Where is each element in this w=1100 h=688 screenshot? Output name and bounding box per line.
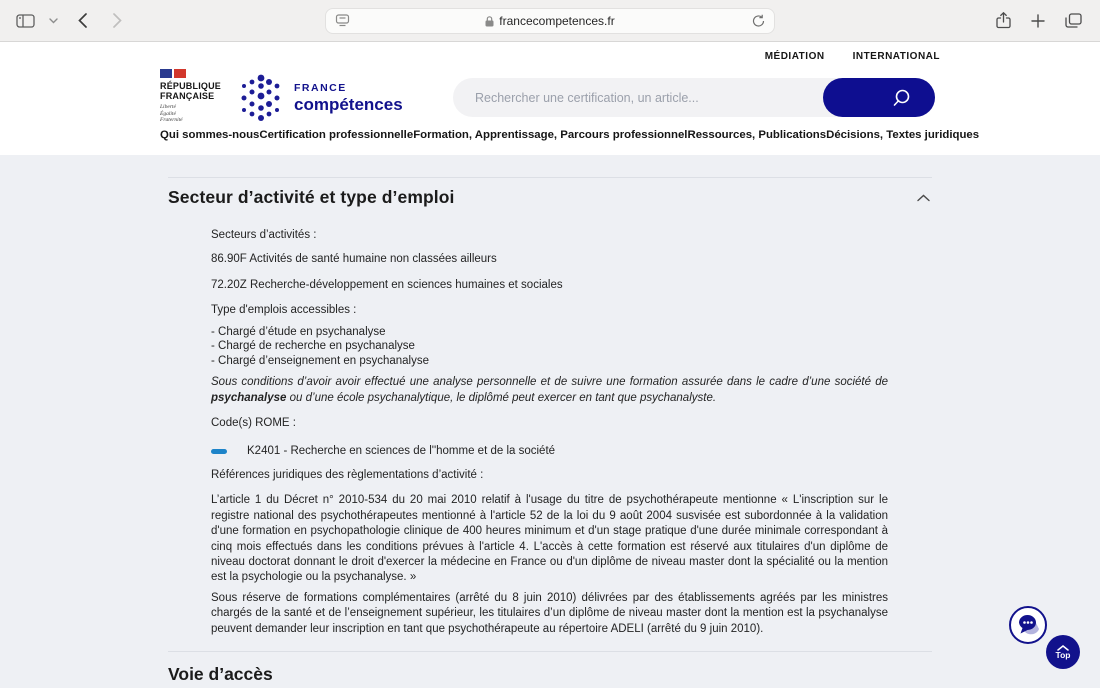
- naf-code-1: 86.90F Activités de santé humaine non classées ailleurs: [211, 253, 497, 266]
- fc-logo-line1: FRANCE: [294, 81, 347, 94]
- type-emplois-label: Type d'emplois accessibles :: [211, 304, 357, 317]
- top-button-label: Top: [1055, 649, 1071, 660]
- nav-item-qui-sommes-nous[interactable]: Qui sommes-nous: [160, 128, 260, 141]
- search-icon: [891, 88, 911, 108]
- secteurs-label: Secteurs d’activités :: [211, 229, 317, 241]
- fc-dots-icon: [238, 73, 284, 123]
- forward-button-icon: [113, 13, 122, 28]
- french-flag-icon: [160, 69, 218, 78]
- tab-overview-icon[interactable]: [1065, 13, 1082, 28]
- reload-icon[interactable]: [752, 14, 765, 28]
- section-top-divider: [168, 177, 932, 178]
- nav-item-ressources-publications[interactable]: Ressources, Publications: [687, 128, 827, 141]
- rome-code-text: K2401 - Recherche en sciences de l''homme et de la société: [247, 444, 556, 457]
- chevron-up-icon: [917, 194, 930, 202]
- rome-code-item: [211, 444, 888, 459]
- naf-code-2: 72.20Z Recherche-développement en sciences humaines et sociales: [211, 278, 563, 291]
- search-button[interactable]: [823, 78, 935, 117]
- scroll-to-top-button[interactable]: [1046, 635, 1080, 669]
- chat-bubble-icon: [1015, 612, 1041, 638]
- lock-icon: [485, 16, 494, 27]
- chat-button[interactable]: [1009, 606, 1047, 644]
- main-nav: [160, 128, 980, 141]
- france-competences-logo[interactable]: [238, 73, 403, 123]
- sidebar-chevron-down-icon[interactable]: [49, 18, 58, 24]
- site-header: [0, 42, 1100, 155]
- secondary-nav: [765, 51, 940, 62]
- url-text: francecompetences.fr: [499, 14, 615, 28]
- rf-motto-line2: Égalité: [160, 110, 176, 117]
- nav-link-international[interactable]: INTERNATIONAL: [852, 51, 940, 62]
- rf-name-line2: FRANÇAISE: [160, 91, 215, 101]
- nav-item-formation-apprentissage[interactable]: Formation, Apprentissage, Parcours professionnel: [413, 128, 688, 141]
- sidebar-toggle-icon[interactable]: [16, 14, 35, 28]
- section-collapse-button[interactable]: [915, 192, 932, 204]
- back-button-icon[interactable]: [78, 13, 87, 28]
- conditions-note: Sous conditions d’avoir avoir effectué une analyse personnelle et de suivre une formation assurée dans le cadre d’une société de psychanalyse ou d’une école psychanalytique, le diplômé peut exercer en tant que psychanalyste.: [211, 376, 888, 404]
- fc-logo-line2: compétences: [294, 94, 403, 114]
- site-settings-icon[interactable]: [335, 14, 350, 27]
- nav-item-certification-professionnelle[interactable]: Certification professionnelle: [259, 128, 414, 141]
- next-section-title: Voie d’accès: [168, 664, 273, 685]
- nav-item-decisions-textes-juridiques[interactable]: Décisions, Textes juridiques: [826, 128, 980, 141]
- share-icon[interactable]: [996, 12, 1011, 29]
- rf-motto-line3: Fraternité: [160, 117, 183, 123]
- dash-bullet-icon: [211, 449, 227, 454]
- job-item: - Chargé d’étude en psychanalyse: [211, 325, 386, 338]
- rf-motto-line1: Liberté: [160, 104, 176, 110]
- job-item: - Chargé d’enseignement en psychanalyse: [211, 354, 429, 367]
- search-bar: [453, 78, 935, 117]
- search-input[interactable]: [453, 91, 823, 105]
- rf-name-line1: RÉPUBLIQUE: [160, 81, 222, 91]
- conditions-note-bold: psychanalyse: [211, 391, 287, 404]
- rome-label: Code(s) ROME :: [211, 417, 296, 430]
- section-title: Secteur d’activité et type d’emploi: [168, 187, 455, 207]
- references-label: Références juridiques des règlementations d’activité :: [211, 469, 484, 482]
- nav-link-mediation[interactable]: MÉDIATION: [764, 51, 825, 62]
- section-bottom-divider: [168, 651, 932, 652]
- republique-francaise-logo: [160, 69, 222, 124]
- browser-chrome: [0, 0, 1100, 42]
- legal-paragraph-2: Sous réserve de formations complémentaires (arrêté du 8 juin 2010) délivrées par des établissements agréés par les ministres chargés de la santé et de l’enseignement supérieur, les titulaires d’un diplôme de niveau master dont la mention est la psychanalyse peuvent demander leur inscription en tant que psychothérapeute au répertoire ADELI (arrêté du 9 juin 2010).: [211, 591, 888, 635]
- job-item: - Chargé de recherche en psychanalyse: [211, 340, 415, 353]
- jobs-list: [211, 325, 888, 369]
- new-tab-icon[interactable]: [1031, 14, 1045, 28]
- page-content: [0, 177, 1100, 685]
- legal-paragraph-1: L’article 1 du Décret n° 2010-534 du 20 mai 2010 relatif à l'usage du titre de psychothérapeute mentionne « L'inscription sur le registre national des psychothérapeutes mentionné à l'article 52 de la loi du 9 août 2004 susvisée est subordonnée à la validation d'une formation en psychopathologie clinique de 400 heures minimum et d'un stage pratique d'une durée minimale correspondant à cinq mois effectués dans les conditions prévues à l'article 4. L'accès à cette formation est réservé aux titulaires d'un diplôme de niveau doctorat donnant le droit d'exercer la médecine en France ou d'un diplôme de niveau master dont la spécialité ou la mention est la psychologie ou la psychanalyse. »: [211, 494, 888, 584]
- address-bar[interactable]: [325, 8, 775, 34]
- section-body: [211, 228, 888, 637]
